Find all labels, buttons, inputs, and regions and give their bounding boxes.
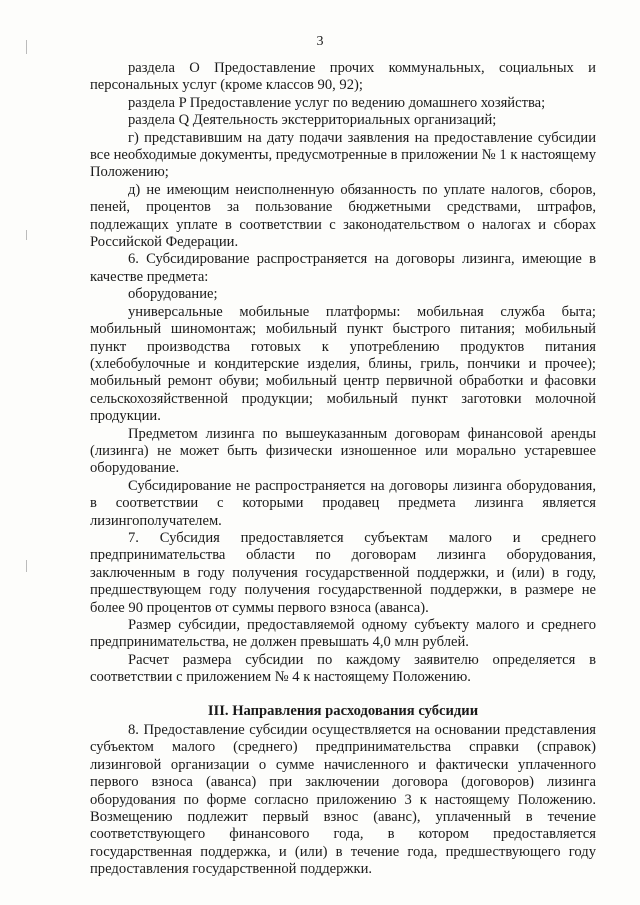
paragraph: 6. Субсидирование распространяется на договоры лизинга, имеющие в качестве предмета: — [90, 251, 596, 285]
paragraph: д) не имеющим неисполненную обязанность по уплате налогов, сборов, пеней, процентов за пользование бюджетными средствами, штрафов, подлежащих уплате в соответствии с законодательством о налогах и сборах Российской Федерации. — [90, 181, 596, 251]
section-heading: III. Направления расходования субсидии — [207, 702, 479, 719]
scan-edge-mark — [26, 230, 27, 240]
paragraph: раздела O Предоставление прочих коммунальных, социальных и персональных услуг (кроме классов 90, 92); — [90, 60, 596, 94]
paragraph: г) представившим на дату подачи заявления на предоставление субсидии все необходимые документы, предусмотренные в приложении № 1 к настоящему Положению; — [90, 129, 596, 181]
paragraph: оборудование; — [128, 286, 218, 303]
page-number: 3 — [316, 34, 324, 49]
paragraph: Размер субсидии, предоставляемой одному субъекту малого и среднего предпринимательства, не должен превышать 4,0 млн рублей. — [90, 617, 596, 651]
paragraph: Субсидирование не распространяется на договоры лизинга оборудования, в соответствии с которыми продавец предмета лизинга является лизингополучателем. — [90, 477, 596, 529]
scan-edge-mark — [26, 560, 27, 572]
paragraph: 8. Предоставление субсидии осуществляется на основании представления субъектом малого (среднего) предпринимательства справки (справок) лизинговой организации о сумме начисленного и фактически уплаченного первого взноса (аванса) при заключении договора (договоров) лизинга оборудования по форме согласно приложению 3 к настоящему Положению. Возмещению подлежит первый взнос (аванс), уплаченный в течение соответствующего финансового года, в котором предоставляется государственная поддержка, и (или) в течение года, предшествующего году предоставления государственной поддержки. — [90, 722, 596, 878]
paragraph: Расчет размера субсидии по каждому заявителю определяется в соответствии с приложением № 4 к настоящему Положению. — [90, 651, 596, 686]
paragraph: раздела P Предоставление услуг по ведению домашнего хозяйства; — [128, 94, 546, 111]
paragraph: универсальные мобильные платформы: мобильная служба быта; мобильный шиномонтаж; мобильный пункт быстрого питания; мобильный пункт производства готовых к употреблению продуктов питания (хлебобулочные и кондитерские изделия, блины, гриль, пончики и прочее); мобильный ремонт обуви; мобильный центр первичной обработки и фасовки сельскохозяйственной продукции; мобильный пункт заготовки молочной продукции. — [90, 303, 596, 425]
paragraph: раздела Q Деятельность экстерриториальных организаций; — [128, 112, 497, 129]
document-body — [90, 60, 596, 879]
paragraph: Предметом лизинга по вышеуказанным договорам финансовой аренды (лизинга) не может быть физически изношенное или морально устаревшее оборудование. — [90, 425, 596, 477]
paragraph: 7. Субсидия предоставляется субъектам малого и среднего предпринимательства области по договорам лизинга оборудования, заключенным в году получения государственной поддержки, и (или) в году, предшествующем году получения государственной поддержки, в размере не более 90 процентов от суммы первого взноса (аванса). — [90, 529, 596, 616]
